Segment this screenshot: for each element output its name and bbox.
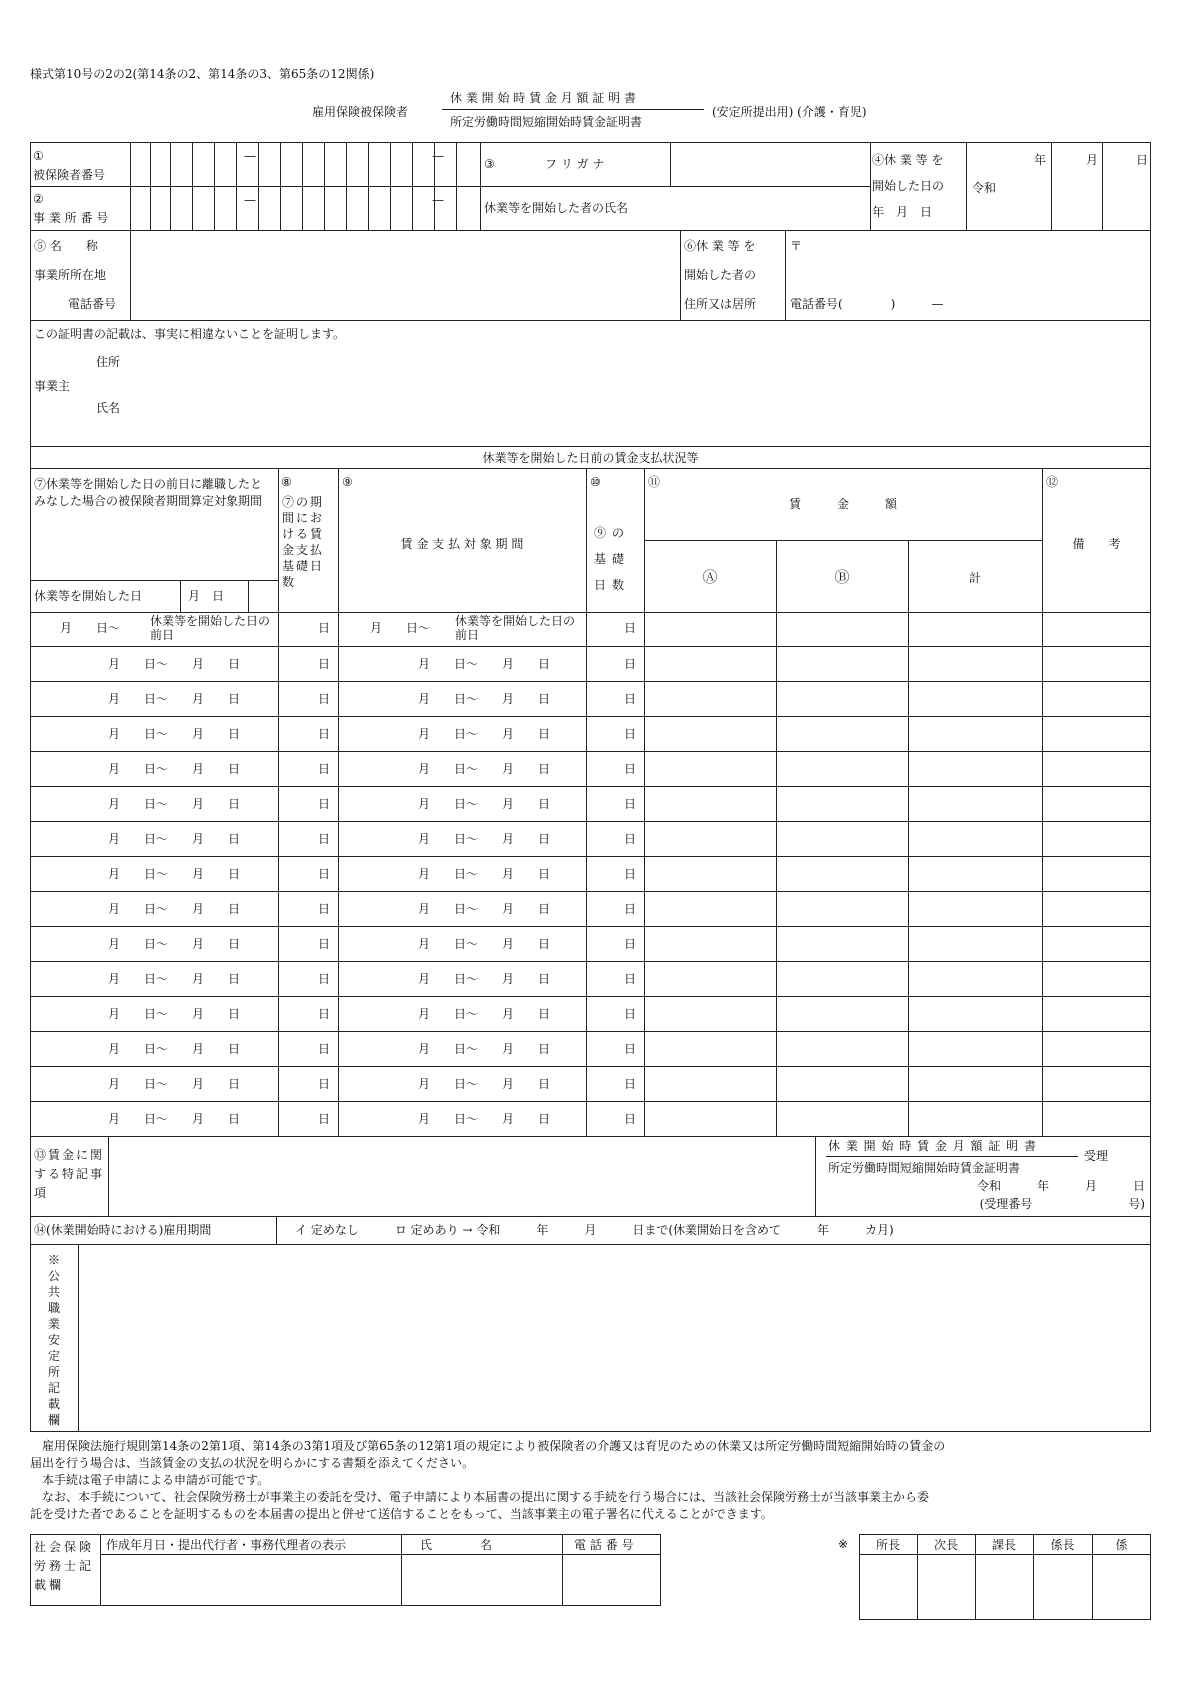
c9-num: ⑨ <box>342 475 353 489</box>
number-dash: — <box>432 149 444 163</box>
row-c8-days: 日 <box>317 902 330 916</box>
office-input[interactable] <box>131 231 679 319</box>
row-c7-period: 月 日〜 月 日 <box>108 797 241 811</box>
row-c8-days: 日 <box>317 657 330 671</box>
row-c7-period: 月 日〜 月 日 <box>108 937 241 951</box>
c8-label: ⑦の期間における賃金支払基礎日数 <box>282 495 325 589</box>
note-line: 本手続は電子申請による申請が可能です。 <box>30 1473 270 1487</box>
row-c9-period: 月 日〜 月 日 <box>418 937 551 951</box>
row-c9-period: 月 日〜 月 日 <box>418 1077 551 1091</box>
row-c9-period: 月 日〜 月 日 <box>418 762 551 776</box>
row-c7-period: 月 日〜 月 日 <box>108 867 241 881</box>
note-line: 届出を行う場合は、当該賃金の支払の状況を明らかにする書類を添えてください。 <box>30 1456 475 1470</box>
f6-label-2: 開始した者の <box>684 268 757 282</box>
name-input[interactable] <box>671 187 869 229</box>
title-line1: 休 業 開 始 時 賃 金 月 額 証 明 書 <box>450 91 636 105</box>
f3-name-label: 休業等を開始した者の氏名 <box>484 201 629 215</box>
stamp-col-label: 所長 <box>875 1538 900 1552</box>
row-c10-days: 日 <box>623 657 636 671</box>
row-c10-days: 日 <box>623 1112 636 1126</box>
form-number: 様式第10号の2の2(第14条の2、第14条の3、第65条の12関係) <box>30 67 375 81</box>
f4-label-2: 開始した日の <box>872 179 945 193</box>
row-c7-period: 月 日〜 月 日 <box>108 657 241 671</box>
row-c9-period: 月 日〜 月 日 <box>418 867 551 881</box>
furigana-input[interactable] <box>671 143 869 186</box>
remarks-input[interactable] <box>109 1137 814 1215</box>
row-c8-days: 日 <box>317 1112 330 1126</box>
c11-total: 計 <box>968 571 981 585</box>
receipt-line2: 所定労働時間短縮開始時賃金証明書 <box>828 1161 1021 1175</box>
row-c7-period: 月 日〜 月 日 <box>108 1112 241 1126</box>
f6-label-1: ⑥休 業 等 を <box>684 239 756 253</box>
row-c8-days: 日 <box>317 937 330 951</box>
r1-c10: 日 <box>623 621 636 635</box>
c7-start-md: 月 日 <box>188 589 225 603</box>
note-line: 雇用保険法施行規則第14条の2第1項、第14条の3第1項及び第65条の12第1項の規定により被保険者の介護又は育児のための休業又は所定労働時間短縮開始時の賃金の <box>30 1439 946 1453</box>
employment-label: ⑭(休業開始時における)雇用期間 <box>34 1223 212 1237</box>
office-column-label: ※公共職業安定所記載欄 <box>47 1253 60 1427</box>
office-number-input[interactable] <box>131 187 479 229</box>
row-c8-days: 日 <box>317 972 330 986</box>
cert-employer: 事業主 <box>34 379 71 393</box>
receipt-line1: 休 業 開 始 時 賃 金 月 額 証 明 書 <box>828 1139 1037 1153</box>
c11-num: ⑪ <box>648 475 661 489</box>
c11-a: Ⓐ <box>702 568 718 586</box>
row-c10-days: 日 <box>623 972 636 986</box>
f5-name: ⑤ 名 称 <box>34 239 98 253</box>
sr-label: 社会保険労務士記載欄 <box>34 1540 95 1592</box>
row-c7-period: 月 日〜 月 日 <box>108 762 241 776</box>
row-c9-period: 月 日〜 月 日 <box>418 1112 551 1126</box>
row-c9-period: 月 日〜 月 日 <box>418 832 551 846</box>
row-c7-period: 月 日〜 月 日 <box>108 972 241 986</box>
stamp-col-label: 次長 <box>933 1538 958 1552</box>
row-c7-period: 月 日〜 月 日 <box>108 1077 241 1091</box>
row-c8-days: 日 <box>317 832 330 846</box>
title-line2: 所定労働時間短縮開始時賃金証明書 <box>450 115 643 129</box>
c12-num: ⑫ <box>1046 475 1059 489</box>
receipt-date: 令和 年 月 日 <box>976 1179 1145 1193</box>
row-c8-days: 日 <box>317 1007 330 1021</box>
cert-address: 住所 <box>96 355 121 369</box>
row-c8-days: 日 <box>317 1077 330 1091</box>
number-dash: — <box>244 149 256 163</box>
cert-name: 氏名 <box>96 401 121 415</box>
row-c7-period: 月 日〜 月 日 <box>108 902 241 916</box>
r1-c9-to: 休業等を開始した日の前日 <box>455 614 576 642</box>
stamp-col-label: 課長 <box>991 1538 1016 1552</box>
row-c10-days: 日 <box>623 692 636 706</box>
f5-address: 事業所所在地 <box>34 268 107 282</box>
row-c9-period: 月 日〜 月 日 <box>418 797 551 811</box>
c12-label: 備 考 <box>1072 537 1121 551</box>
f4-label-1: ④休 業 等 を <box>872 153 944 167</box>
row-c8-days: 日 <box>317 727 330 741</box>
f1-num: ① <box>33 149 44 163</box>
row-c10-days: 日 <box>623 762 636 776</box>
r1-c7-to: 休業等を開始した日の前日 <box>150 614 271 642</box>
receipt-no: (受理番号 号) <box>979 1197 1145 1211</box>
c7-label: ⑦休業等を開始した日の前日に離職したとみなした場合の被保険者期間算定対象期間 <box>34 477 263 508</box>
r1-c9-from: 月 日〜 <box>370 621 431 635</box>
row-c9-period: 月 日〜 月 日 <box>418 902 551 916</box>
sr-col3: 電 話 番 号 <box>574 1538 634 1552</box>
f1-label: 被保険者番号 <box>33 168 106 182</box>
title-prefix: 雇用保険被保険者 <box>312 105 409 119</box>
row-c10-days: 日 <box>623 727 636 741</box>
remarks-label: ⑬賃金に関する特記事項 <box>34 1148 105 1200</box>
employment-options[interactable]: イ 定めなし ロ 定めあり → 令和 年 月 日まで(休業開始日を含めて 年 カ月) <box>295 1223 894 1237</box>
row-c8-days: 日 <box>317 762 330 776</box>
c8-num: ⑧ <box>281 475 292 489</box>
row-c10-days: 日 <box>623 902 636 916</box>
row-c8-days: 日 <box>317 867 330 881</box>
row-c10-days: 日 <box>623 937 636 951</box>
c11-b: Ⓑ <box>834 568 850 586</box>
row-c8-days: 日 <box>317 797 330 811</box>
c10-label: ⑨の基礎日数 <box>594 526 631 592</box>
f2-label: 事 業 所 番 号 <box>33 211 109 225</box>
f4-label-3: 年 月 日 <box>872 205 933 219</box>
row-c7-period: 月 日〜 月 日 <box>108 1007 241 1021</box>
office-input-area <box>79 1245 1150 1431</box>
r1-c7-from: 月 日〜 <box>60 621 121 635</box>
phone-label: 電話番号( ) — <box>790 297 944 311</box>
row-c9-period: 月 日〜 月 日 <box>418 727 551 741</box>
row-c8-days: 日 <box>317 692 330 706</box>
postal-mark: 〒 <box>790 239 803 253</box>
row-c7-period: 月 日〜 月 日 <box>108 727 241 741</box>
row-c10-days: 日 <box>623 832 636 846</box>
row-c10-days: 日 <box>623 1007 636 1021</box>
c9-label: 賃 金 支 払 対 象 期 間 <box>400 537 524 551</box>
f6-label-3: 住所又は居所 <box>684 297 757 311</box>
f2-num: ② <box>33 192 44 206</box>
row-c10-days: 日 <box>623 867 636 881</box>
row-c9-period: 月 日〜 月 日 <box>418 657 551 671</box>
r1-c8: 日 <box>317 621 330 635</box>
f4-day: 日 <box>1136 153 1149 167</box>
insured-number-input[interactable] <box>131 143 479 185</box>
c10-num: ⑩ <box>590 475 601 489</box>
row-c7-period: 月 日〜 月 日 <box>108 1042 241 1056</box>
row-c10-days: 日 <box>623 797 636 811</box>
note-line: 託を受けた者であることを証明するものを本届書の提出と併せて送信することをもって、当該事業主の電子署名に代えることができます。 <box>30 1507 773 1521</box>
f3-num: ③ <box>484 157 495 171</box>
stamp-col-label: 係長 <box>1050 1538 1075 1552</box>
note-line: なお、本手続について、社会保険労務士が事業主の委託を受け、電子申請により本届書の提出に関する手続を行う場合には、当該社会保険労務士が当該事業主から委 <box>30 1490 930 1504</box>
c11-label: 賃 金 額 <box>788 497 897 511</box>
row-c8-days: 日 <box>317 1042 330 1056</box>
title-suffix: (安定所提出用) (介護・育児) <box>712 105 867 119</box>
f4-month: 月 <box>1086 153 1099 167</box>
receipt-word: 受理 <box>1084 1149 1109 1163</box>
f4-year: 年 <box>1034 153 1047 167</box>
cert-statement: この証明書の記載は、事実に相違ないことを証明します。 <box>34 327 346 341</box>
number-dash: — <box>432 193 444 207</box>
number-dash: — <box>244 193 256 207</box>
stamp-mark: ※ <box>838 1537 849 1551</box>
f5-phone: 電話番号 <box>68 297 117 311</box>
row-c10-days: 日 <box>623 1042 636 1056</box>
row-c7-period: 月 日〜 月 日 <box>108 692 241 706</box>
c7-start-label: 休業等を開始した日 <box>34 589 143 603</box>
sr-col2: 氏 名 <box>420 1538 493 1552</box>
row-c9-period: 月 日〜 月 日 <box>418 1007 551 1021</box>
row-c9-period: 月 日〜 月 日 <box>418 972 551 986</box>
row-c7-period: 月 日〜 月 日 <box>108 832 241 846</box>
wage-heading: 休業等を開始した日前の賃金支払状況等 <box>482 451 699 465</box>
row-c10-days: 日 <box>623 1077 636 1091</box>
stamp-col-label: 係 <box>1115 1538 1128 1552</box>
row-c9-period: 月 日〜 月 日 <box>418 692 551 706</box>
f4-era: 令和 <box>972 181 997 195</box>
sr-col1: 作成年月日・提出代行者・事務代理者の表示 <box>106 1538 347 1552</box>
f3-furigana: フ リ ガ ナ <box>545 157 605 171</box>
row-c9-period: 月 日〜 月 日 <box>418 1042 551 1056</box>
